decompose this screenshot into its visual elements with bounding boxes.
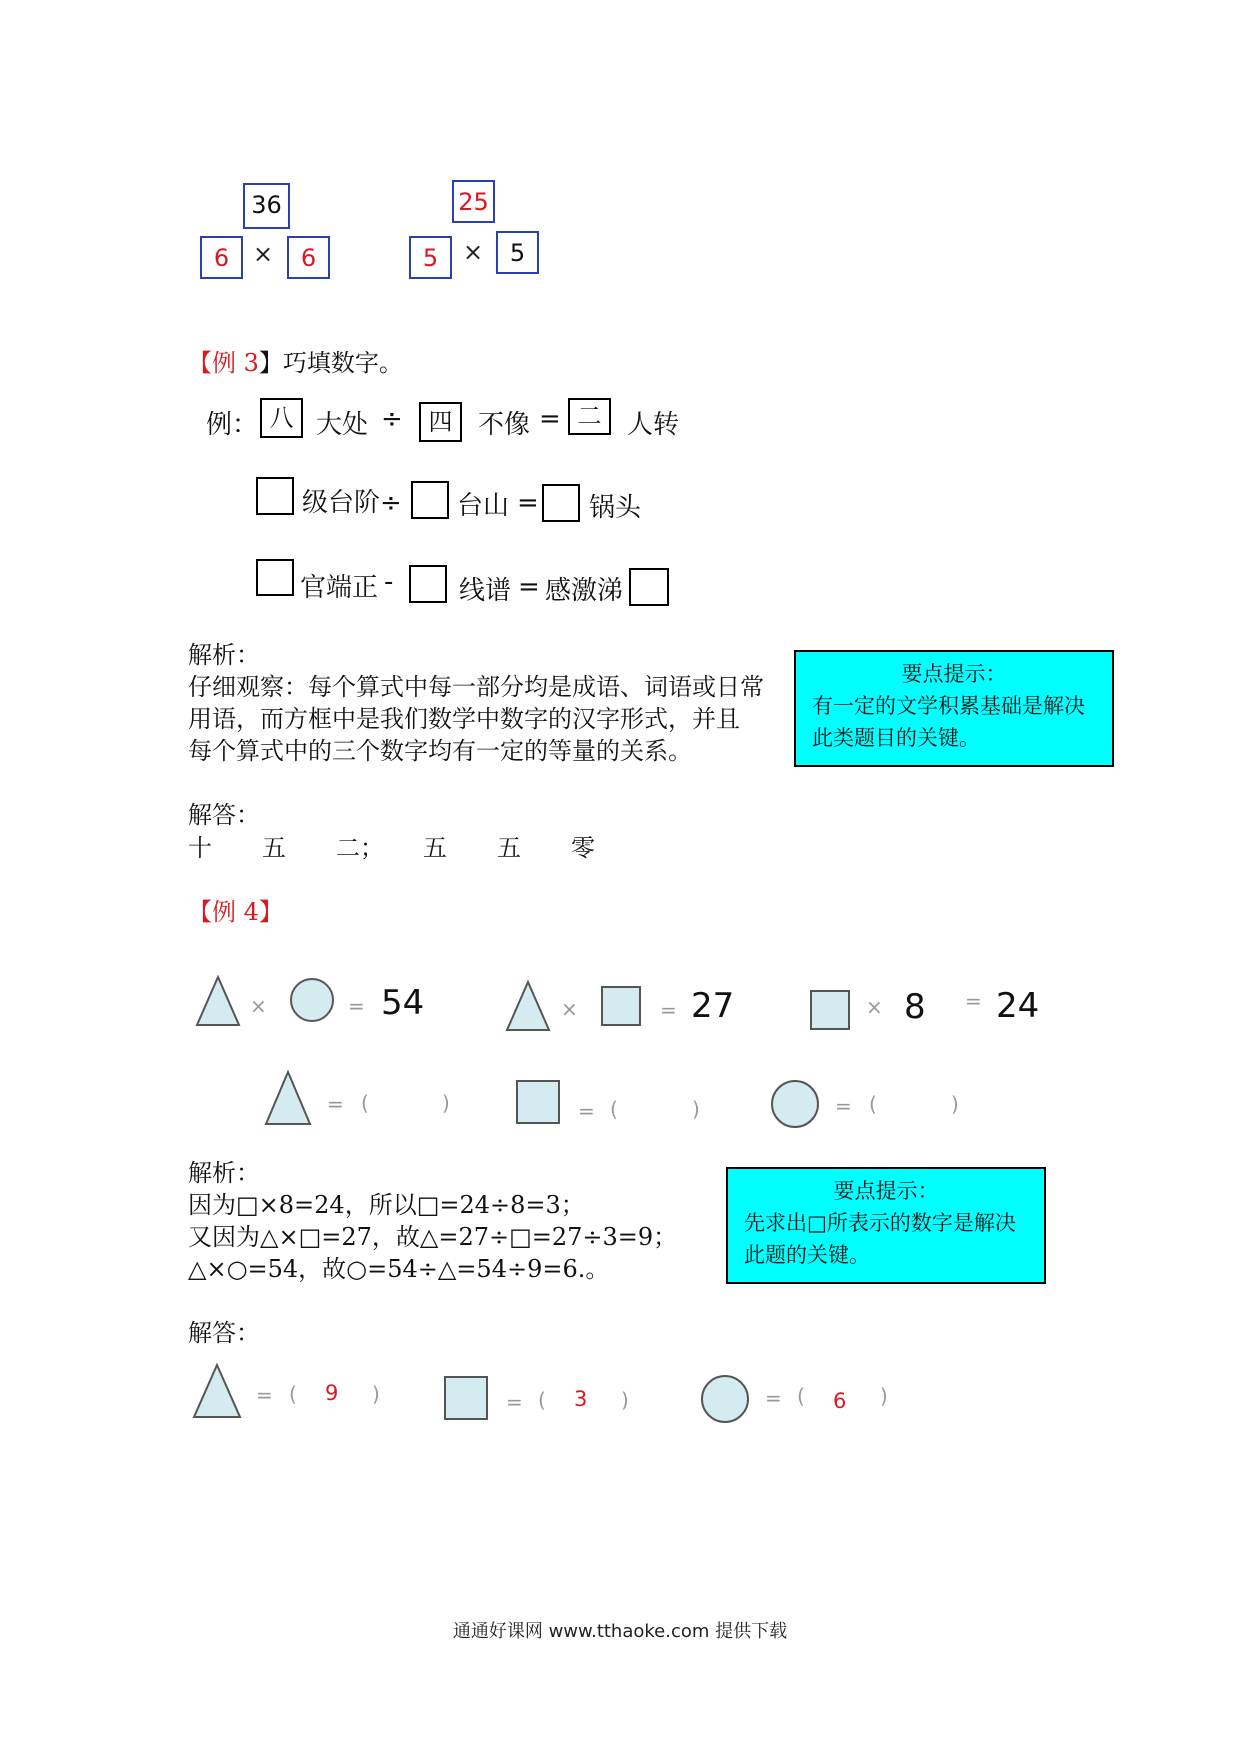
example4-label: 例 4 [212,898,259,926]
demo-eq: = [539,404,561,434]
answer-5: 五 [497,834,521,862]
eq3-eq: = [965,989,982,1013]
example3-analysis-line-2: 用语，而方框中是我们数学中数字的汉字形式，并且 [188,705,740,733]
row2-word-2: 线谱 [459,576,512,606]
pyramid-right-b: 5 [496,231,539,274]
row2-box-1[interactable] [256,559,294,596]
example3-hint-title: 要点提示： [901,662,1007,686]
square-icon [601,986,641,1026]
example4-analysis-label: 解析： [188,1159,260,1187]
answer-4: 五 [423,834,447,862]
example3-bracket-open: 【 [188,349,212,377]
answer-paren-close-1: ) [372,1382,380,1406]
pyramid-left-op: × [253,240,274,268]
example3-analysis-label: 解析： [188,641,260,669]
blank-paren-open-2: ( [610,1097,618,1121]
example4-hint-title: 要点提示： [833,1179,939,1203]
eq2-eq: = [660,998,677,1022]
example3-hint-box [794,650,1114,767]
circle-icon [290,978,334,1022]
answer-3: 二； [336,834,384,862]
example3-analysis-line-3: 每个算式中的三个数字均有一定的等量的关系。 [188,737,692,765]
example3-label: 例 3 [212,349,259,377]
row1-box-2[interactable] [411,481,449,519]
answer-paren-close-2: ) [621,1388,629,1412]
blank-eq-1: = [327,1092,344,1116]
answer-circle-value: 6 [833,1389,847,1413]
example4-bracket-close: 】 [258,898,283,926]
triangle-icon [195,975,241,1027]
blank-paren-open-3: ( [869,1092,877,1116]
demo-word-3: 人转 [627,410,680,440]
row2-box-3[interactable] [629,568,669,606]
eq1-eq: = [348,994,365,1018]
blank-eq-2: = [578,1099,595,1123]
answer-1: 十 [188,834,212,862]
row2-op: - [384,567,394,597]
row2-word-3: 感激涕 [545,576,624,606]
eq2-op: × [561,997,578,1021]
demo-box-2: 四 [419,402,462,442]
answer-eq-3: = [765,1386,782,1410]
pyramid-right-a: 5 [409,236,452,279]
pyramid-left-a: 6 [200,236,243,279]
answer-paren-open-1: ( [289,1382,297,1406]
row1-eq: = [517,488,539,518]
circle-icon [771,1080,819,1128]
blank-paren-close-3: ) [951,1092,959,1116]
example4-hint-box [726,1167,1046,1284]
demo-box-1: 八 [260,398,303,438]
example4-hint-line-1: 先求出□所表示的数字是解决 [744,1211,1016,1235]
eq1-op: × [250,994,267,1018]
answer-2: 五 [262,834,286,862]
example3-hint-line-1: 有一定的文学积累基础是解决 [812,694,1085,718]
example3-analysis-line-1: 仔细观察：每个算式中每一部分均是成语、词语或日常 [188,673,764,701]
eq3-mid: 8 [904,987,926,1027]
example3-answer-label: 解答： [188,801,260,829]
blank-paren-close-2: ) [692,1097,700,1121]
square-icon [516,1080,560,1124]
blank-paren-open-1: ( [361,1091,369,1115]
row1-box-1[interactable] [256,477,294,515]
answer-paren-close-3: ) [880,1384,888,1408]
triangle-icon [192,1363,242,1419]
pyramid-right-top: 25 [452,180,495,223]
blank-paren-close-1: ) [442,1091,450,1115]
pyramid-right-op: × [463,238,484,266]
demo-prefix: 例： [206,410,259,440]
row1-word-3: 锅头 [589,493,642,523]
example3-title: 巧填数字。 [282,349,403,377]
eq3-op: × [866,995,883,1019]
example4-answer-label: 解答： [188,1319,260,1347]
eq3-result: 24 [996,986,1040,1026]
answer-triangle-value: 9 [325,1381,339,1405]
triangle-icon [505,980,551,1032]
example4-heading [188,892,283,927]
square-icon [444,1376,488,1420]
demo-word-2: 不像 [478,410,531,440]
row2-word-1: 官端正 [300,573,379,603]
row2-eq: = [518,572,540,602]
eq2-result: 27 [691,986,735,1026]
example3-heading [188,343,403,378]
answer-6: 零 [571,834,595,862]
example3-hint-line-2: 此类题目的关键。 [812,726,980,750]
example3-bracket-close: 】 [258,349,283,377]
blank-eq-3: = [835,1094,852,1118]
answer-square-value: 3 [574,1387,588,1411]
example4-analysis-line-1: 因为□×8=24，所以□=24÷8=3； [188,1191,585,1219]
example4-analysis-line-3: △×○=54，故○=54÷△=54÷9=6.。 [188,1255,610,1283]
example4-bracket-open: 【 [188,898,212,926]
answer-eq-1: = [256,1383,273,1407]
example4-analysis-line-2: 又因为△×□=27，故△=27÷□=27÷3=9； [188,1223,678,1251]
row1-box-3[interactable] [542,484,580,522]
pyramid-left-top: 36 [243,183,290,229]
row2-box-2[interactable] [409,565,447,603]
answer-paren-open-3: ( [797,1384,805,1408]
demo-op-1: ÷ [381,404,403,434]
eq1-result: 54 [381,983,425,1023]
footer: 通通好课网 www.tthaoke.com 提供下载 [452,1621,788,1642]
demo-word-1: 大处 [316,410,369,440]
example4-hint-line-2: 此题的关键。 [744,1243,870,1267]
row1-word-2: 台山 [457,491,510,521]
triangle-icon [264,1070,312,1126]
square-icon [810,990,850,1030]
demo-box-3: 二 [568,398,611,435]
circle-icon [701,1375,749,1423]
pyramid-left-b: 6 [287,236,330,279]
row1-word-1: 级台阶÷ [302,488,402,518]
answer-eq-2: = [506,1390,523,1414]
answer-paren-open-2: ( [538,1388,546,1412]
